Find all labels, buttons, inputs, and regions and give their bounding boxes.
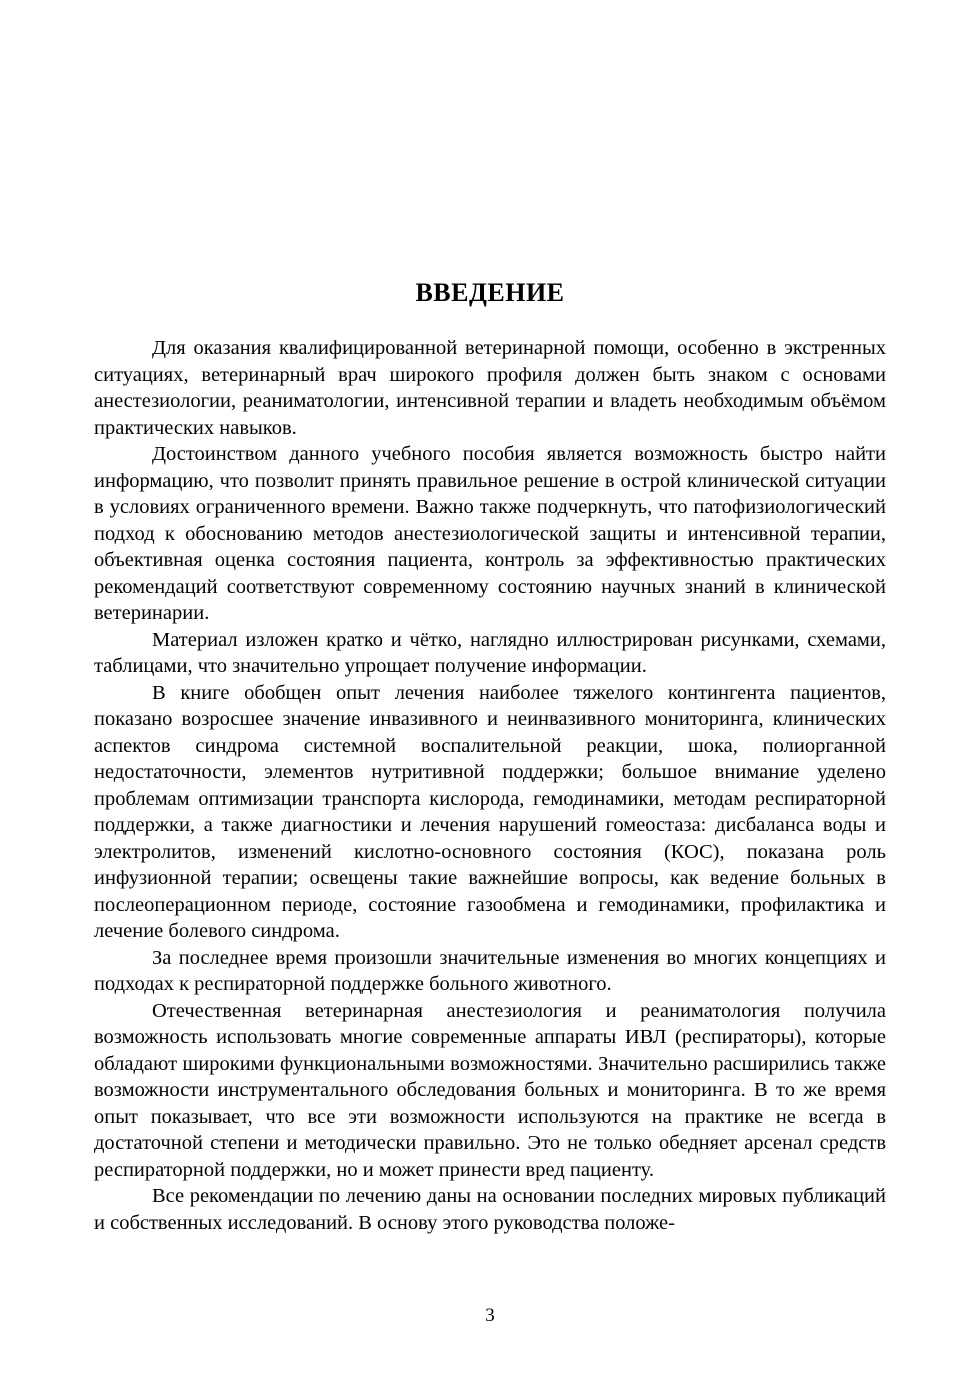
body-text [94, 335, 886, 1236]
paragraph-2: Достоинством данного учебного пособия является возможность быстро найти информацию, что позволит принять правильное решение в острой клинической ситуации в условиях ограниченного времени. Важно также подчеркнуть, что патофизиологический подход к обоснованию методов анестезиологической защиты и интенсивной терапии, объективная оценка состояния пациента, контроль за эффективностью практических рекомендаций соответствуют современному состоянию научных знаний в клинической ветеринарии. [94, 443, 886, 624]
paragraph-3: Материал изложен кратко и чётко, наглядно иллюстрирован рисунками, схемами, таблицами, что значительно упрощает получение информации. [94, 628, 886, 677]
paragraph-6: Отечественная ветеринарная анестезиология и реаниматология получила возможность использовать многие современные аппараты ИВЛ (респираторы), которые обладают широкими функциональными возможностями. Значительно расширились также возможности инструментального обследования больных и мониторинга. В то же время опыт показывает, что все эти возможности используются на практике не всегда в достаточной степени и методически правильно. Это не только обедняет арсенал средств респираторной поддержки, но и может принести вред пациенту. [94, 999, 886, 1181]
paragraph-1: Для оказания квалифицированной ветеринарной помощи, особенно в экстренных ситуациях, ветеринарный врач широкого профиля должен быть знаком с основами анестезиологии, реаниматологии, интенсивной терапии и владеть необходимым объёмом практических навыков. [94, 337, 886, 439]
page-title: ВВЕДЕНИЕ [415, 278, 565, 307]
paragraph-7: Все рекомендации по лечению даны на основании последних мировых публикаций и собственных исследований. В основу этого руководства положе- [94, 1185, 886, 1234]
paragraph-5: За последнее время произошли значительные изменения во многих концепциях и подходах к респираторной поддержке больного животного. [94, 946, 886, 995]
page-number: 3 [485, 1305, 495, 1326]
paragraph-4: В книге обобщен опыт лечения наиболее тяжелого контингента пациентов, показано возросшее значение инвазивного и неинвазивного мониторинга, клинических аспектов синдрома системной воспалительной реакции, шока, полиорганной недостаточности, элементов нутритивной поддержки; большое внимание уделено проблемам оптимизации транспорта кислорода, гемодинамики, методам респираторной поддержки, а также диагностики и лечения нарушений гомеостаза: дисбаланса воды и электролитов, изменений кислотно-основного состояния (КОС), показана роль инфузионной терапии; освещены такие важнейшие вопросы, как ведение больных в послеоперационном периоде, состояние газообмена и гемодинамики, профилактика и лечение болевого синдрома. [94, 681, 886, 942]
